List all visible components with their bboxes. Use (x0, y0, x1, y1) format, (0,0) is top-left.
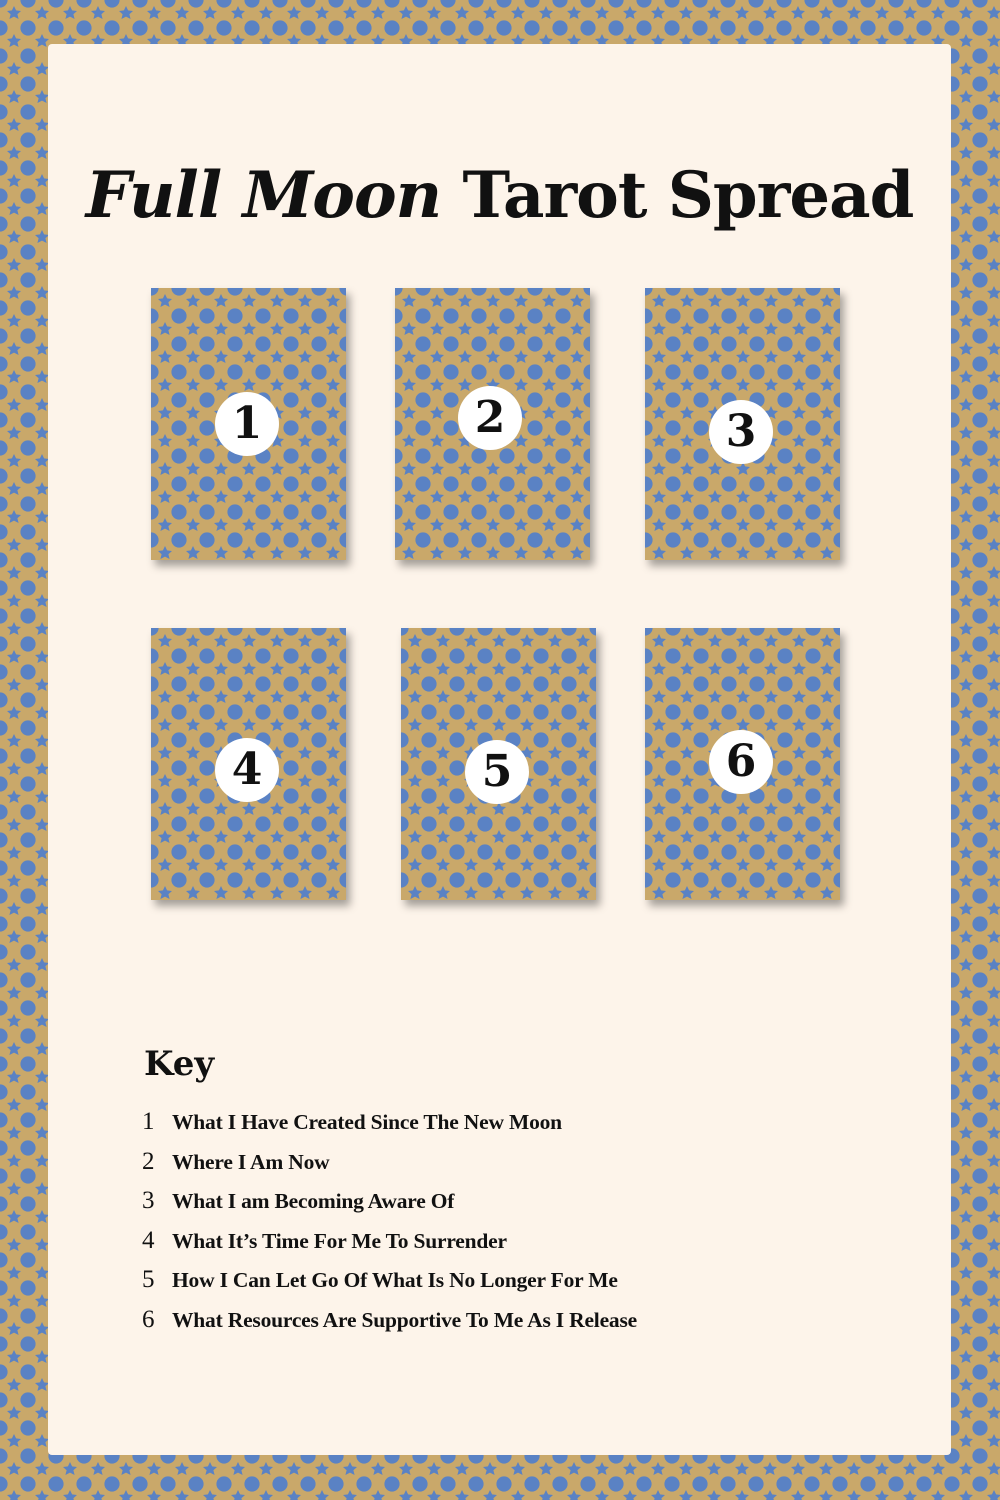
key-item-text: What I Have Created Since The New Moon (172, 1110, 562, 1134)
key-item-text: How I Can Let Go Of What Is No Longer For Me (172, 1268, 618, 1292)
card-number-badge: 6 (709, 730, 773, 794)
card-number-badge: 1 (215, 392, 279, 456)
spread-panel (48, 44, 951, 1455)
key-item-number: 4 (142, 1226, 155, 1254)
card-number-badge: 2 (458, 386, 522, 450)
key-item-number: 1 (142, 1108, 155, 1135)
card-number-badge: 4 (215, 738, 279, 802)
key-item-number: 2 (142, 1147, 155, 1175)
key-item-text: What I am Becoming Aware Of (172, 1189, 455, 1213)
title-regular: Tarot Spread (462, 158, 914, 233)
key-item-text: What It’s Time For Me To Surrender (172, 1228, 507, 1253)
key-item-4 (142, 1227, 902, 1267)
tarot-card-4 (151, 628, 346, 900)
key-item-text: What Resources Are Supportive To Me As I Release (172, 1307, 637, 1332)
tarot-card-6 (645, 628, 840, 900)
page-title (48, 156, 951, 236)
key-item-text: Where I Am Now (172, 1149, 330, 1174)
card-number-badge: 5 (465, 740, 529, 804)
key-item-1 (142, 1108, 902, 1148)
tarot-card-1 (151, 288, 346, 560)
tarot-card-5 (401, 628, 596, 900)
tarot-card-3 (645, 288, 840, 560)
key-item-number: 3 (142, 1187, 155, 1214)
key-item-number: 5 (142, 1266, 155, 1293)
key-item-3 (142, 1187, 902, 1227)
key-item-6 (142, 1306, 902, 1346)
key-heading: Key (144, 1044, 215, 1084)
key-item-2 (142, 1148, 902, 1188)
tarot-card-2 (395, 288, 590, 560)
key-item-number: 6 (142, 1305, 155, 1333)
title-italic: Full Moon (85, 158, 442, 233)
card-number-badge: 3 (709, 400, 773, 464)
key-list (142, 1108, 902, 1345)
key-item-5 (142, 1266, 902, 1306)
